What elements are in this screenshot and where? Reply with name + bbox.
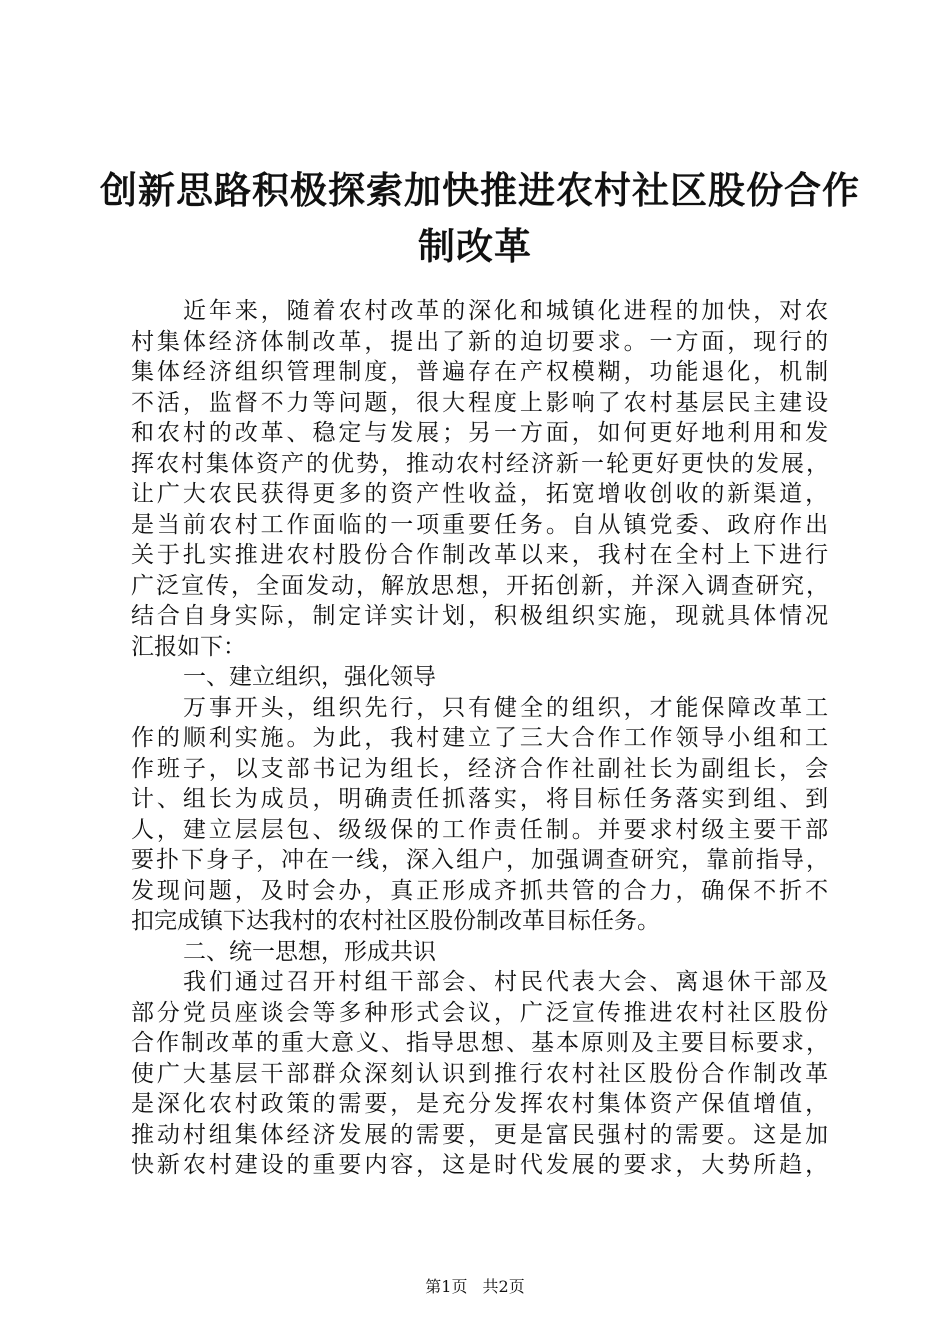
text-line: 万事开头，组织先行，只有健全的组织，才能保障改革工 <box>183 694 831 721</box>
text-line: 广泛宣传，全面发动，解放思想，开拓创新，并深入调查研究， <box>131 572 831 599</box>
text-line: 要扑下身子，冲在一线，深入组户，加强调查研究，靠前指导， <box>131 847 831 873</box>
page-number: 第1页 <box>425 1277 468 1296</box>
page-total: 共2页 <box>482 1277 525 1296</box>
text-line: 推动村组集体经济发展的需要，更是富民强村的需要。这是加 <box>131 1121 831 1148</box>
page-footer <box>0 1274 950 1297</box>
document-body <box>131 296 831 1181</box>
text-line: 让广大农民获得更多的资产性收益，拓宽增收创收的新渠道， <box>131 481 831 507</box>
text-line: 不活，监督不力等问题，很大程度上影响了农村基层民主建设 <box>131 389 831 416</box>
text-line: 使广大基层干部群众深刻认识到推行农村社区股份合作制改革 <box>131 1060 831 1087</box>
text-line: 扣完成镇下达我村的农村社区股份制改革目标任务。 <box>131 908 660 934</box>
document-title-line-1: 创新思路积极探索加快推进农村社区股份合作 <box>100 168 860 212</box>
text-line: 村集体经济体制改革，提出了新的迫切要求。一方面，现行的 <box>131 328 831 355</box>
text-line: 和农村的改革、稳定与发展；另一方面，如何更好地利用和发 <box>131 420 831 446</box>
text-line: 集体经济组织管理制度，普遍存在产权模糊，功能退化，机制 <box>131 359 831 385</box>
text-line: 是深化农村政策的需要，是充分发挥农村集体资产保值增值， <box>131 1091 831 1117</box>
text-line: 二、统一思想，形成共识 <box>183 938 436 965</box>
text-line: 挥农村集体资产的优势，推动农村经济新一轮更好更快的发展， <box>131 450 831 477</box>
text-line: 一、建立组织，强化领导 <box>183 664 436 690</box>
document-title-line-2: 制改革 <box>418 224 532 268</box>
text-line: 作班子，以支部书记为组长，经济合作社副社长为副组长，会 <box>131 755 831 782</box>
text-line: 结合自身实际，制定详实计划，积极组织实施，现就具体情况 <box>131 603 831 629</box>
text-line: 合作制改革的重大意义、指导思想、基本原则及主要目标要求， <box>131 1030 831 1056</box>
text-line: 是当前农村工作面临的一项重要任务。自从镇党委、政府作出 <box>131 511 831 538</box>
text-line: 快新农村建设的重要内容，这是时代发展的要求，大势所趋， <box>131 1152 831 1178</box>
text-line: 近年来，随着农村改革的深化和城镇化进程的加快，对农 <box>183 298 831 324</box>
text-line: 关于扎实推进农村股份合作制改革以来，我村在全村上下进行 <box>131 542 831 568</box>
text-line: 发现问题，及时会办，真正形成齐抓共管的合力，确保不折不 <box>131 877 831 904</box>
text-line: 汇报如下： <box>131 633 246 660</box>
text-line: 部分党员座谈会等多种形式会议，广泛宣传推进农村社区股份 <box>131 999 831 1026</box>
text-line: 人，建立层层包、级级保的工作责任制。并要求村级主要干部 <box>131 816 831 843</box>
text-line: 我们通过召开村组干部会、村民代表大会、离退休干部及 <box>183 969 831 995</box>
text-line: 计、组长为成员，明确责任抓落实，将目标任务落实到组、到 <box>131 786 831 812</box>
text-line: 作的顺利实施。为此，我村建立了三大合作工作领导小组和工 <box>131 725 831 751</box>
